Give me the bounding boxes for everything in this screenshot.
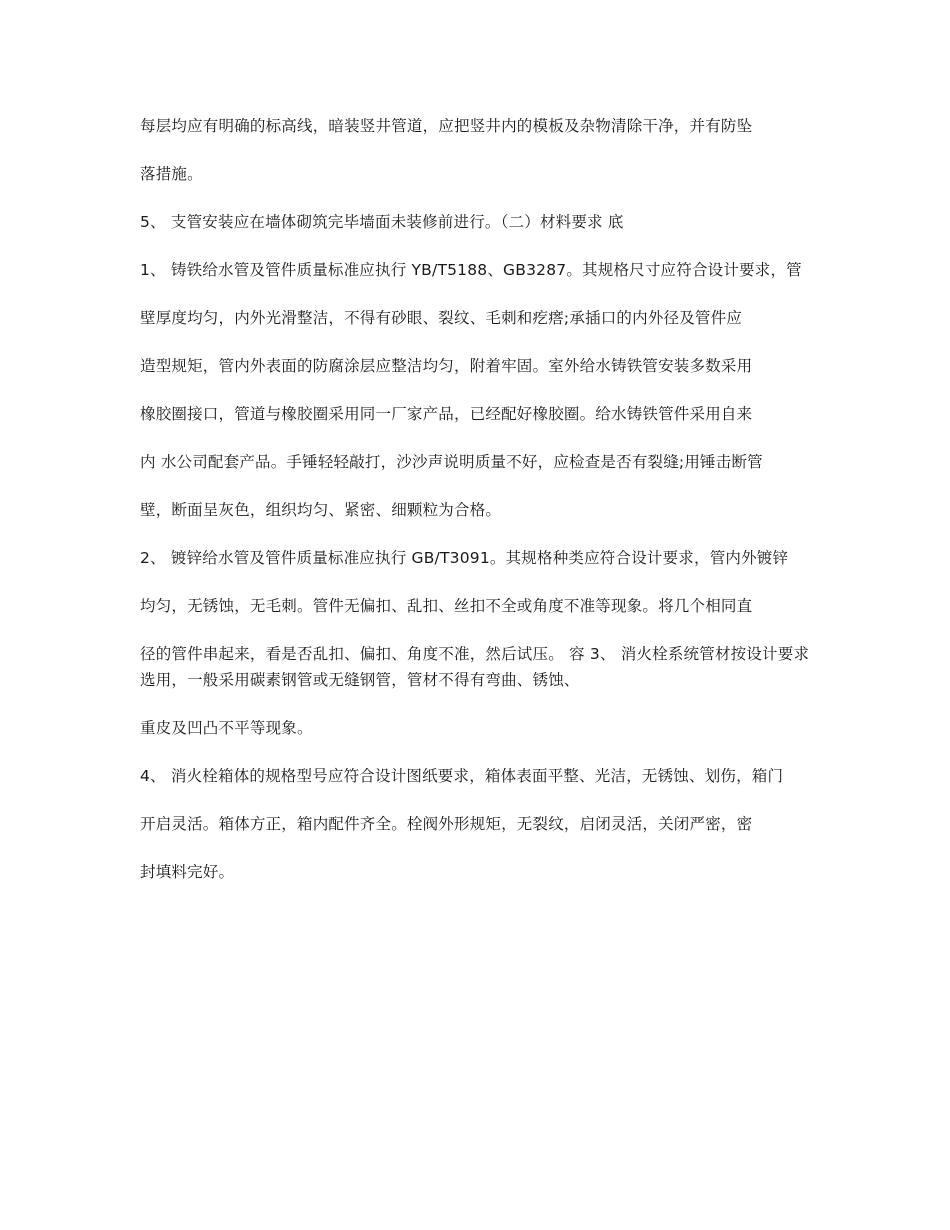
- paragraph-12: 径的管件串起来，看是否乱扣、偏扣、角度不准，然后试压。 容 3、 消火栓系统管材按设计要求选用，一般采用碳素钢管或无缝钢管，管材不得有弯曲、锈蚀、: [140, 645, 810, 689]
- paragraph-10: 2、 镀锌给水管及管件质量标准应执行 GB/T3091。其规格种类应符合设计要求，管内外镀锌: [140, 549, 789, 567]
- document-body: [140, 113, 812, 885]
- paragraph-5: 壁厚度均匀，内外光滑整洁，不得有砂眼、裂纹、毛刺和疙瘩;承插口的内外径及管件应: [140, 309, 743, 327]
- paragraph-6: 造型规矩，管内外表面的防腐涂层应整洁均匀，附着牢固。室外给水铸铁管安装多数采用: [140, 357, 753, 375]
- paragraph-8: 内 水公司配套产品。手锤轻轻敲打，沙沙声说明质量不好，应检查是否有裂缝;用锤击断管: [140, 453, 763, 471]
- paragraph-3: 5、 支管安装应在墙体砌筑完毕墙面未装修前进行。（二）材料要求 底: [140, 213, 624, 231]
- paragraph-1: 每层均应有明确的标高线，暗装竖井管道，应把竖井内的模板及杂物清除干净，并有防坠: [140, 117, 753, 135]
- paragraph-11: 均匀，无锈蚀，无毛刺。管件无偏扣、乱扣、丝扣不全或角度不准等现象。将几个相同直: [140, 597, 753, 615]
- paragraph-9: 壁，断面呈灰色，组织均匀、紧密、细颗粒为合格。: [140, 501, 502, 519]
- paragraph-15: 开启灵活。箱体方正，箱内配件齐全。栓阀外形规矩，无裂纹，启闭灵活，关闭严密，密: [140, 815, 753, 833]
- paragraph-13: 重皮及凹凸不平等现象。: [140, 719, 313, 737]
- paragraph-2: 落措施。: [140, 165, 203, 183]
- paragraph-14: 4、 消火栓箱体的规格型号应符合设计图纸要求，箱体表面平整、光洁，无锈蚀、划伤，箱门: [140, 767, 784, 785]
- paragraph-4: 1、 铸铁给水管及管件质量标准应执行 YB/T5188、GB3287。其规格尺寸应符合设计要求，管: [140, 261, 802, 279]
- paragraph-16: 封填料完好。: [140, 863, 235, 881]
- paragraph-7: 橡胶圈接口，管道与橡胶圈采用同一厂家产品，已经配好橡胶圈。给水铸铁管件采用自来: [140, 405, 753, 423]
